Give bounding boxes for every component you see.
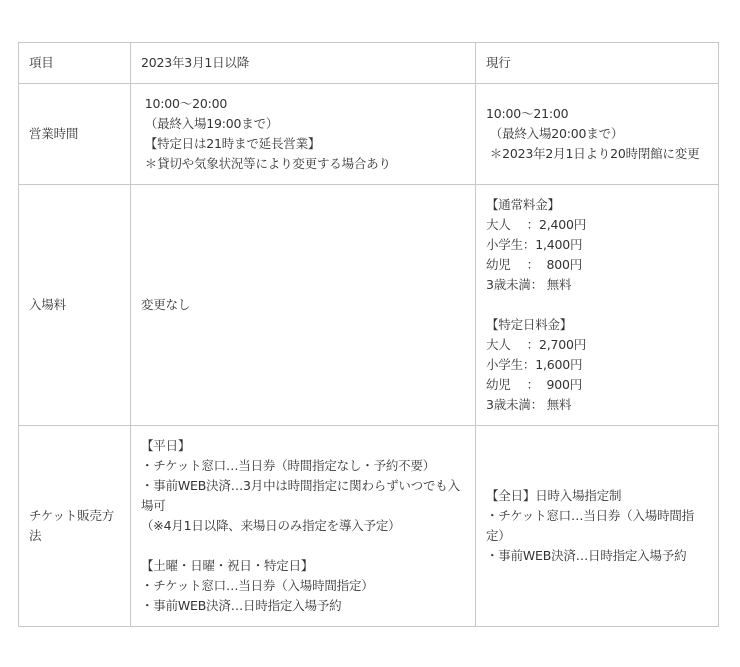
fee-special-line: 大人 ：2,700円 [486, 337, 587, 352]
table-row-fee [19, 185, 719, 426]
hours-after-line: 10:00〜20:00 [141, 96, 228, 111]
fee-regular-line: 3歳未満： 無料 [486, 277, 572, 292]
ticket-weekend-line: ・事前WEB決済…日時指定入場予約 [141, 598, 342, 613]
header-item: 項目 [19, 43, 131, 84]
hours-after-line: 【特定日は21時まで延長営業】 [141, 136, 321, 151]
table-row-hours [19, 84, 719, 185]
ticket-current-line: ・チケット窓口…当日券（入場時間指定） [486, 508, 694, 543]
header-after-date: 2023年3月1日以降 [131, 43, 476, 84]
hours-current-line: ＊2023年2月1日より20時閉館に変更 [486, 146, 700, 161]
fee-regular-line: 幼児 ： 800円 [486, 257, 583, 272]
hours-current-line: 10:00〜21:00 [486, 106, 569, 121]
fee-regular-line: 小学生：1,400円 [486, 237, 583, 252]
ticket-weekday-line: ・事前WEB決済…3月中は時間指定に関わらずいつでも入場可 [141, 478, 460, 513]
ticket-weekday-line: 【平日】 [141, 438, 191, 453]
row-label-ticket: チケット販売方法 [19, 426, 131, 627]
fee-special-line: 小学生：1,600円 [486, 357, 583, 372]
row-label-fee: 入場料 [19, 185, 131, 426]
ticket-current-cell [476, 426, 719, 627]
header-current: 現行 [476, 43, 719, 84]
ticket-weekday-line: （※4月1日以降、来場日のみ指定を導入予定） [141, 518, 401, 533]
fee-special-line: 【特定日料金】 [486, 317, 573, 332]
ticket-weekend-line: 【土曜・日曜・祝日・特定日】 [141, 558, 314, 573]
hours-after-line: ＊貸切や気象状況等により変更する場合あり [141, 156, 391, 171]
row-label-hours: 営業時間 [19, 84, 131, 185]
spacer [486, 295, 708, 315]
hours-current-line: （最終入場20:00まで） [486, 126, 624, 141]
ticket-after-cell [131, 426, 476, 627]
fee-after-cell: 変更なし [131, 185, 476, 426]
fee-regular-line: 【通常料金】 [486, 197, 560, 212]
ticket-current-line: 【全日】日時入場指定制 [486, 488, 622, 503]
hours-after-cell [131, 84, 476, 185]
fee-special-line: 3歳未満： 無料 [486, 397, 572, 412]
ticket-weekday-line: ・チケット窓口…当日券（時間指定なし・予約不要） [141, 458, 436, 473]
fee-current-cell [476, 185, 719, 426]
hours-current-cell [476, 84, 719, 185]
fee-regular-line: 大人 ：2,400円 [486, 217, 587, 232]
spacer [141, 536, 465, 556]
comparison-table-container [18, 42, 718, 627]
hours-after-line: （最終入場19:00まで） [141, 116, 279, 131]
ticket-current-line: ・事前WEB決済…日時指定入場予約 [486, 548, 687, 563]
table-header-row [19, 43, 719, 84]
comparison-table [18, 42, 719, 627]
fee-special-line: 幼児 ： 900円 [486, 377, 583, 392]
table-row-ticket [19, 426, 719, 627]
ticket-weekend-line: ・チケット窓口…当日券（入場時間指定） [141, 578, 374, 593]
